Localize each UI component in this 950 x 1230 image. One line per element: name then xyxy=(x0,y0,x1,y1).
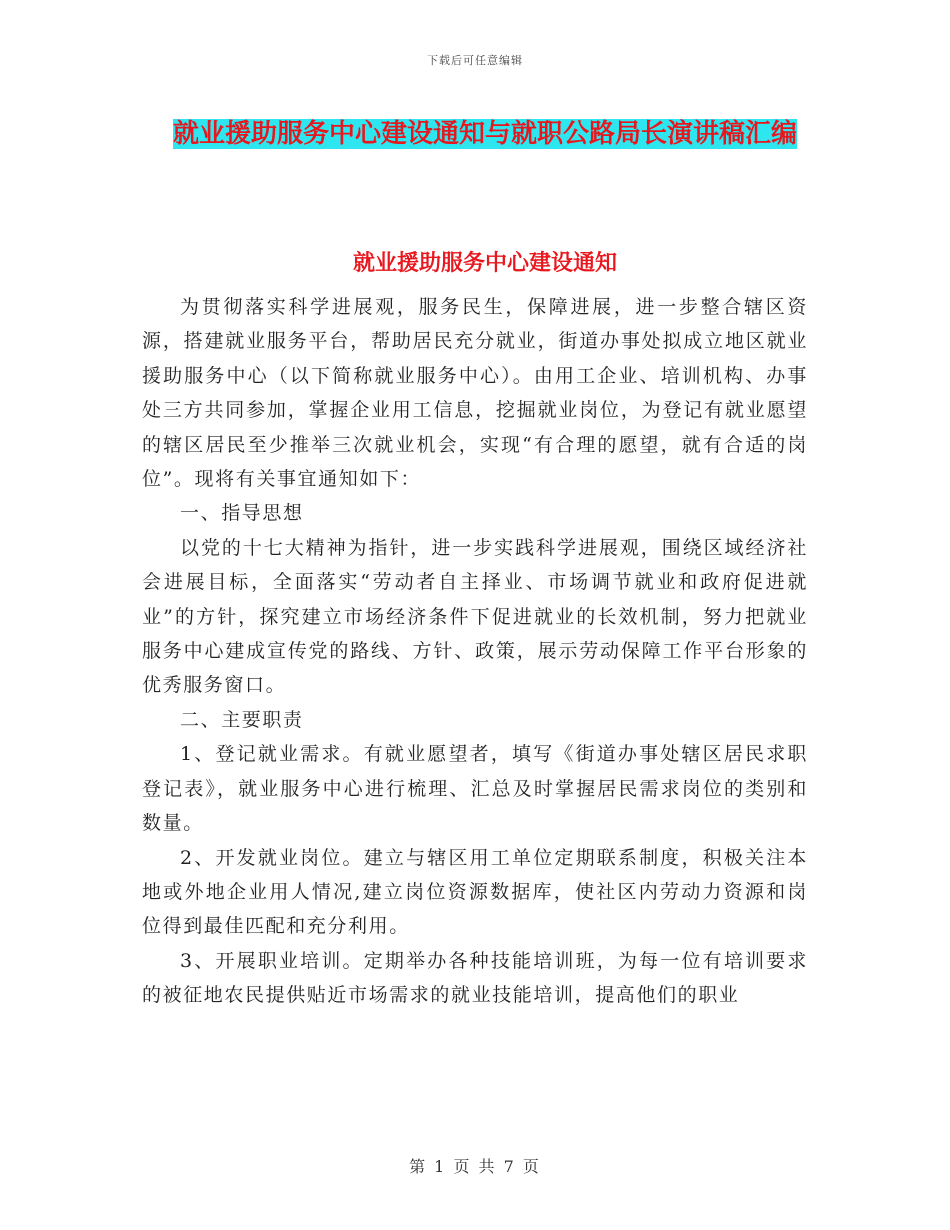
document-title-text: 就业援助服务中心建设通知与就职公路局长演讲稿汇编 xyxy=(172,119,797,149)
paragraph-duty-1: 1、登记就业需求。有就业愿望者，填写《街道办事处辖区居民求职登记表》，就业服务中心进行梳理、汇总及时掌握居民需求岗位的类别和数量。 xyxy=(142,743,808,835)
paragraph-intro: 为贯彻落实科学进展观，服务民生，保障进展，进一步整合辖区资源，搭建就业服务平台，帮助居民充分就业，街道办事处拟成立地区就业援助服务中心（以下简称就业服务中心）。由用工企业、培训机构、办事处三方共同参加，掌握企业用工信息，挖掘就业岗位，为登记有就业愿望的辖区居民至少推举三次就业机会，实现“有合理的愿望，就有合适的岗位”。现将有关事宜通知如下： xyxy=(142,296,808,491)
page-header: 下载后可任意编辑 xyxy=(427,54,523,67)
paragraph-guiding-ideology: 以党的十七大精神为指针，进一步实践科学进展观，围绕区域经济社会进展目标，全面落实“劳动者自主择业、市场调节就业和政府促进就业”的方针，探究建立市场经济条件下促进就业的长效机制，努力把就业服务中心建成宣传党的路线、方针、政策，展示劳动保障工作平台形象的优秀服务窗口。 xyxy=(142,536,808,697)
paragraph-duty-2: 2、开发就业岗位。建立与辖区用工单位定期联系制度，积极关注本地或外地企业用人情况,建立岗位资源数据库，使社区内劳动力资源和岗位得到最佳匹配和充分利用。 xyxy=(142,846,808,938)
document-body xyxy=(142,290,808,1013)
paragraph-duty-3: 3、开展职业培训。定期举办各种技能培训班，为每一位有培训要求的被征地农民提供贴近市场需求的就业技能培训，提高他们的职业 xyxy=(142,949,808,1007)
document-title xyxy=(140,112,830,156)
heading-main-duties: 二、主要职责 xyxy=(180,708,304,731)
section-title: 就业援助服务中心建设通知 xyxy=(352,251,617,276)
page-number: 第 1 页 共 7 页 xyxy=(409,1157,541,1176)
heading-guiding-ideology: 一、指导思想 xyxy=(180,502,304,525)
